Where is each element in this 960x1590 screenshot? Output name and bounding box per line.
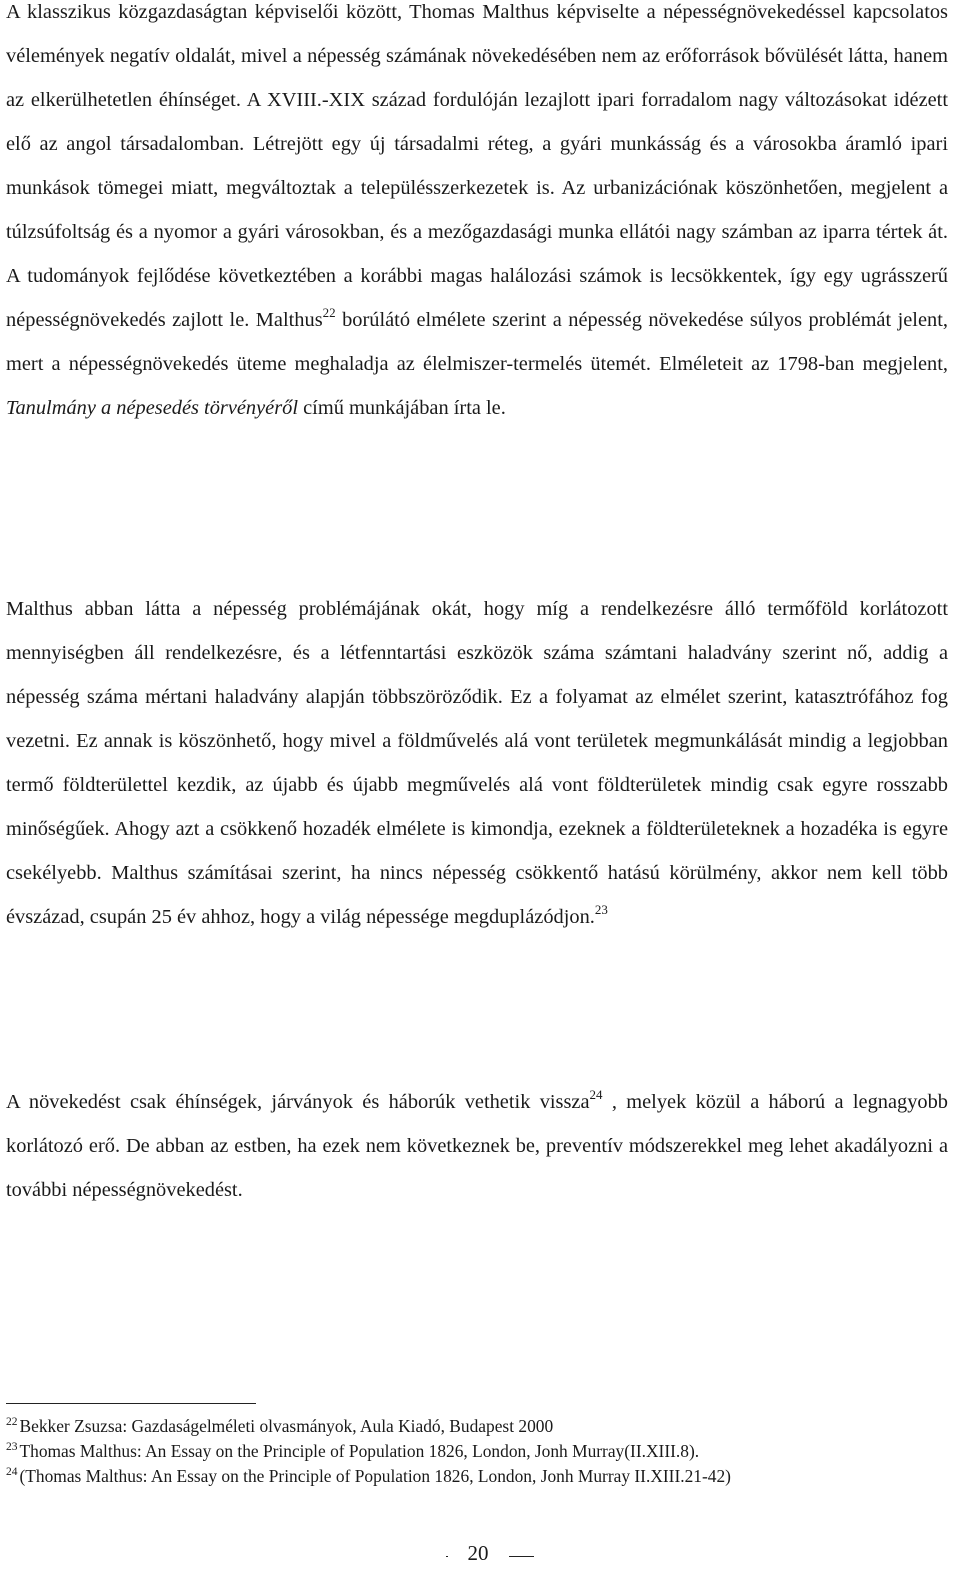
paragraph-1 (6, 0, 948, 430)
footnote-number: 23 (6, 1441, 18, 1453)
footnote-24 (6, 1464, 948, 1489)
footnote-number: 24 (6, 1466, 18, 1478)
paragraph-2 (6, 587, 948, 939)
paragraph-text: A klasszikus közgazdaságtan képviselői között, Thomas Malthus képviselte a népességnövekedéssel kapcsolatos vélemények negatív oldalát, mivel a népesség számának növekedésében nem az erőforrások bővülését látta, hanem az elkerülhetetlen éhínséget. A XVIII.-XIX század fordulóján lezajlott ipari forradalom nagy változásokat idézett elő az angol társadalomban. Létrejött egy új társadalmi réteg, a gyári munkásság és a városokba áramló ipari munkások tömegei miatt, megváltoztak a településszerkezetek is. Az urbanizációnak köszönhetően, megjelent a túlzsúfoltság és a nyomor a gyári városokban, és a mezőgazdasági munka ellátói nagy számban az iparra tértek át. A tudományok fejlődése következtében a korábbi magas halálozási számok is lecsökkentek, így egy ugrásszerű népességnövekedés zajlott le. Malthus (6, 1, 948, 331)
paragraph-text: borúlátó elmélete szerint a népesség növekedése súlyos problémát jelent, mert a népességnövekedés üteme meghaladja az élelmiszer-termelés ütemét. Elméleteit az 1798-ban megjelent, (6, 309, 948, 375)
paragraph-3 (6, 1080, 948, 1212)
paragraph-text: Malthus abban látta a népesség problémájának okát, hogy míg a rendelkezésre álló termőföld korlátozott mennyiségben áll rendelkezésre, és a létfenntartási eszközök száma számtani haladvány szerint nő, addig a népesség száma mértani haladvány alapján többszöröződik. Ez a folyamat az elmélet szerint, katasztrófához fog vezetni. Ez annak is köszönhető, hogy mivel a földművelés alá vont területek megmunkálását mindig a legjobban termő földterülettel kezdik, az újabb és újabb megművelés alá vont földterületek mindig csak egyre rosszabb minőségűek. Ahogy azt a csökkenő hozadék elmélete is kimondja, ezeknek a földterületeknek a hozadéka is egyre csekélyebb. Malthus számításai szerint, ha nincs népesség csökkentő hatású körülmény, akkor nem kell több évszázad, csupán 25 év ahhoz, hogy a világ népessége megduplázódjon. (6, 598, 948, 928)
footnote-22 (6, 1414, 948, 1439)
footnote-23 (6, 1439, 948, 1464)
footnote-text: (Thomas Malthus: An Essay on the Principle of Population 1826, London, Jonh Murray II.XIII.21-42) (19, 1466, 731, 1486)
paragraph-text: , melyek közül a háború a legnagyobb korlátozó erő. De abban az estben, ha ezek nem következnek be, preventív módszerekkel meg lehet akadályozni a további népességnövekedést. (6, 1091, 948, 1201)
footnote-ref: 22 (322, 305, 336, 320)
footnote-text: Bekker Zsuzsa: Gazdaságelméleti olvasmányok, Aula Kiadó, Budapest 2000 (19, 1416, 554, 1436)
book-title: Tanulmány a népesedés törvényéről (6, 397, 299, 419)
footnote-number: 22 (6, 1416, 18, 1428)
footnote-ref: 24 (589, 1087, 603, 1102)
page-number (438, 1538, 518, 1568)
footnote-ref: 23 (594, 902, 608, 917)
paragraph-text: című munkájában írta le. (298, 397, 506, 419)
footnote-text: Thomas Malthus: An Essay on the Principle of Population 1826, London, Jonh Murray(II.XIII.8). (19, 1441, 700, 1461)
paragraph-text: A növekedést csak éhínségek, járványok és háborúk vethetik vissza (6, 1091, 590, 1113)
footnote-separator (6, 1403, 256, 1404)
page-number-text: 20 (448, 1538, 509, 1568)
